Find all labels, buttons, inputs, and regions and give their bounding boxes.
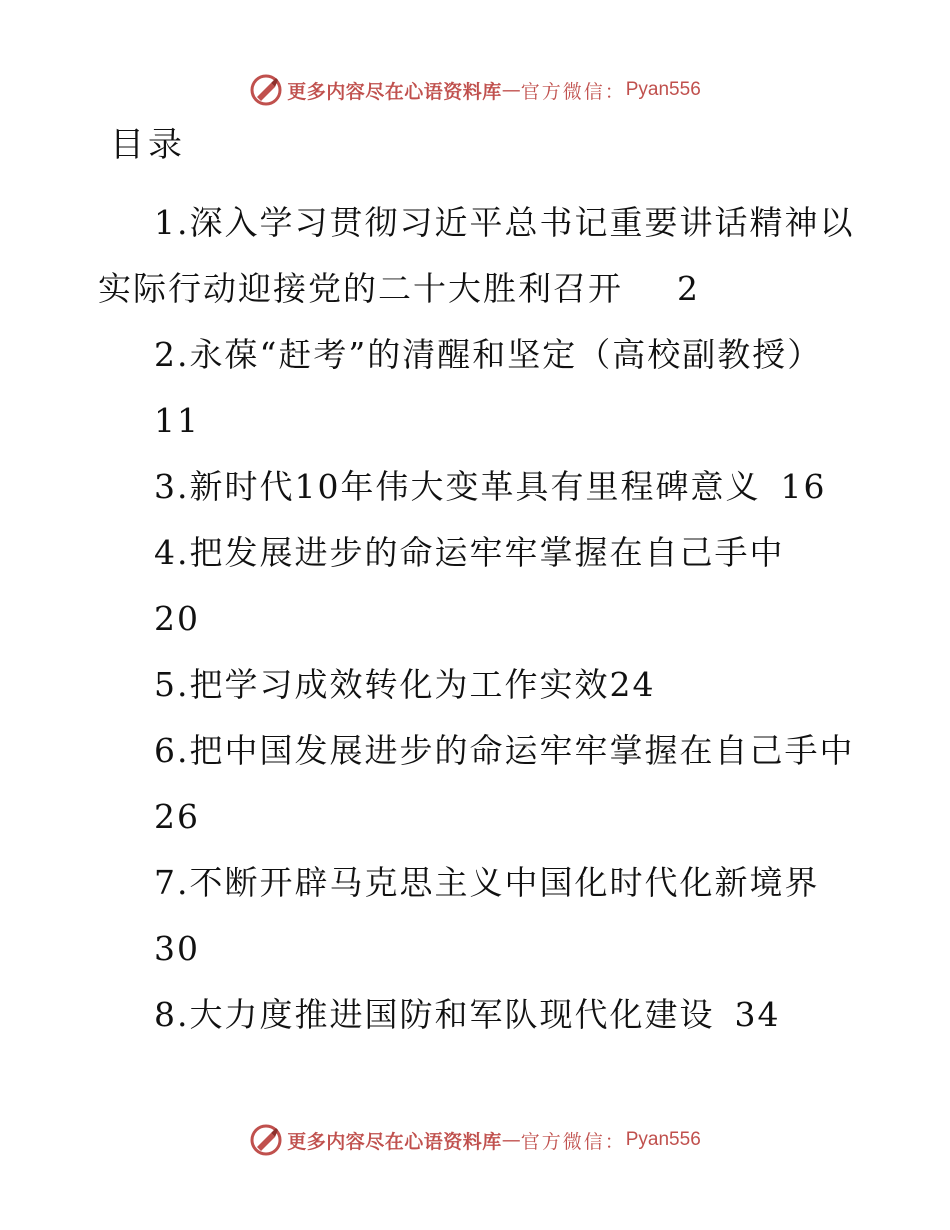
toc-item-text: 1.深入学习贯彻习近平总书记重要讲话精神以	[154, 203, 855, 242]
toc-item-page: 11	[154, 401, 200, 440]
toc-item-page: 2	[677, 269, 700, 308]
toc-item-2[interactable]	[98, 322, 858, 454]
watermark-main-text: 更多内容尽在心语资料库	[287, 1130, 502, 1153]
toc-item-text: 8.大力度推进国防和军队现代化建设	[154, 995, 715, 1034]
brand-logo-icon	[249, 73, 283, 107]
watermark-wechat-id: Pyan556	[625, 79, 701, 100]
header-watermark	[0, 70, 950, 110]
toc-item-text: 7.不断开辟马克思主义中国化时代化新境界	[154, 863, 820, 902]
toc-item-text: 3.新时代10年伟大变革具有里程碑意义	[154, 467, 761, 506]
toc-item-4[interactable]	[98, 520, 858, 652]
toc-item-3[interactable]	[98, 454, 858, 520]
watermark-main-text: 更多内容尽在心语资料库	[287, 80, 502, 103]
footer-watermark	[0, 1120, 950, 1160]
toc-item-text: 4.把发展进步的命运牢牢掌握在自己手中	[154, 533, 785, 572]
toc-item-1[interactable]	[98, 190, 858, 322]
toc-item-text: 实际行动迎接党的二十大胜利召开	[98, 269, 623, 308]
watermark-wechat-label: 官方微信：	[520, 1130, 626, 1153]
watermark-separator: —	[501, 79, 521, 101]
toc-item-8[interactable]	[98, 982, 858, 1048]
toc-title: 目录	[110, 125, 186, 165]
toc-item-page: 20	[154, 599, 200, 638]
toc-item-page: 34	[734, 995, 781, 1034]
toc-item-7[interactable]	[98, 850, 858, 982]
watermark-wechat-label: 官方微信：	[520, 80, 626, 103]
toc-item-text: 6.把中国发展进步的命运牢牢掌握在自己手中	[154, 731, 855, 770]
watermark-wechat-id: Pyan556	[625, 1129, 701, 1150]
toc-item-page: 24	[609, 665, 656, 704]
toc-item-text: 5.把学习成效转化为工作实效	[154, 665, 610, 704]
toc-item-page: 30	[154, 929, 200, 968]
brand-logo-icon	[249, 1123, 283, 1157]
toc-item-text: 2.永葆“赶考”的清醒和坚定（高校副教授）	[154, 335, 823, 374]
toc-item-page: 26	[154, 797, 200, 836]
toc-list	[98, 190, 858, 1048]
toc-item-6[interactable]	[98, 718, 858, 850]
watermark-separator: —	[501, 1129, 521, 1151]
toc-item-page: 16	[780, 467, 827, 506]
toc-item-5[interactable]	[98, 652, 858, 718]
